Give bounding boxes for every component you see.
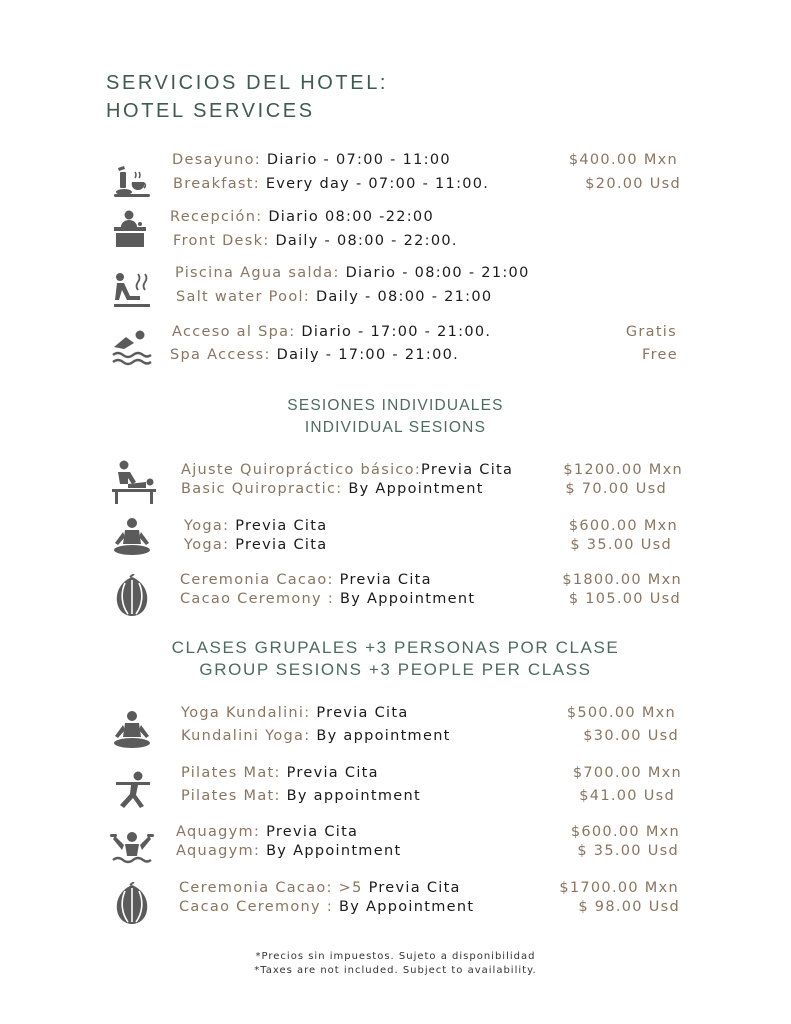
aquagym-en-label: Aquagym: — [176, 843, 261, 859]
aquagym-en-value: By Appointment — [266, 843, 402, 859]
pilates-icon — [110, 770, 154, 814]
cacao-icon — [110, 882, 154, 926]
cacao-group-price-usd: $ 98.00 Usd — [578, 899, 680, 915]
chiropractic-es-label: Ajuste Quiropráctico básico: — [181, 462, 422, 478]
pilates-en-value: By appointment — [286, 788, 421, 804]
aquagym-price-usd: $ 35.00 Usd — [577, 843, 679, 859]
pool-en-label: Salt water Pool: — [176, 289, 311, 305]
pilates-en-label: Pilates Mat: — [181, 788, 281, 804]
spa-es-value: Diario - 17:00 - 21:00. — [301, 324, 492, 340]
breakfast-es-value: Diario - 07:00 - 11:00 — [266, 152, 451, 168]
spa-price-es: Gratis — [625, 324, 677, 340]
chiropractic-en-value: By Appointment — [348, 481, 484, 497]
cacao-en-value: By Appointment — [339, 591, 476, 607]
pilates-price-mxn: $700.00 Mxn — [572, 765, 682, 781]
breakfast-es-label: Desayuno: — [172, 152, 261, 168]
cacao-icon — [110, 574, 154, 618]
cacao-group-price-mxn: $1700.00 Mxn — [559, 880, 679, 896]
kundalini-price-usd: $30.00 Usd — [583, 728, 679, 744]
spa-en-value: Daily - 17:00 - 21:00. — [276, 347, 460, 363]
spa-es-label: Acceso al Spa: — [172, 324, 296, 340]
pool-icon — [110, 268, 154, 312]
reception-es-value: Diario 08:00 -22:00 — [268, 209, 434, 225]
reception-en-label: Front Desk: — [173, 233, 270, 249]
swim-icon — [110, 325, 154, 369]
aquagym-icon — [110, 828, 154, 872]
chiropractic-en-label: Basic Quiropractic: — [181, 481, 343, 497]
group-title-es: CLASES GRUPALES +3 PERSONAS POR CLASE — [171, 638, 620, 657]
cacao-es-label: Ceremonia Cacao: — [180, 572, 334, 588]
individual-title-es: SESIONES INDIVIDUALES — [287, 397, 504, 414]
yoga-en-value: Previa Cita — [235, 537, 328, 553]
chiropractic-price-mxn: $1200.00 Mxn — [563, 462, 683, 478]
kundalini-en-value: By appointment — [316, 728, 451, 744]
yoga-es-value: Previa Cita — [235, 518, 328, 534]
kundalini-es-label: Yoga Kundalini: — [181, 705, 311, 721]
cacao-group-en-value: By Appointment — [338, 899, 475, 915]
reception-icon — [108, 207, 152, 251]
cacao-en-label: Cacao Ceremony : — [180, 591, 335, 607]
cacao-es-value: Previa Cita — [339, 572, 432, 588]
cacao-group-es-label: Ceremonia Cacao: >5 — [179, 880, 363, 896]
aquagym-es-value: Previa Cita — [266, 824, 359, 840]
pilates-price-usd: $41.00 Usd — [579, 788, 675, 804]
yoga-price-mxn: $600.00 Mxn — [568, 518, 678, 534]
cacao-price-usd: $ 105.00 Usd — [568, 591, 681, 607]
breakfast-price-mxn: $400.00 Mxn — [568, 152, 678, 168]
pilates-es-value: Previa Cita — [286, 765, 379, 781]
page-title-en: HOTEL SERVICES — [106, 100, 315, 122]
individual-title-en: INDIVIDUAL SESIONS — [304, 419, 487, 436]
group-title-en: GROUP SESIONS +3 PEOPLE PER CLASS — [199, 660, 592, 679]
yoga-icon — [110, 517, 154, 561]
reception-es-label: Recepción: — [170, 209, 263, 225]
reception-en-value: Daily - 08:00 - 22:00. — [275, 233, 458, 249]
spa-en-label: Spa Access: — [170, 347, 271, 363]
aquagym-es-label: Aquagym: — [176, 824, 261, 840]
footer-note-en: *Taxes are not included. Subject to availability. — [254, 965, 537, 976]
yoga-price-usd: $ 35.00 Usd — [570, 537, 672, 553]
breakfast-en-value: Every day - 07:00 - 11:00. — [265, 176, 490, 192]
pool-es-label: Piscina Agua salda: — [175, 265, 340, 281]
cacao-price-mxn: $1800.00 Mxn — [562, 572, 682, 588]
footer-note-es: *Precios sin impuestos. Sujeto a disponibilidad — [255, 951, 536, 962]
breakfast-en-label: Breakfast: — [173, 176, 260, 192]
cacao-group-en-label: Cacao Ceremony : — [179, 899, 334, 915]
spa-price-en: Free — [642, 347, 678, 363]
chiropractic-price-usd: $ 70.00 Usd — [565, 481, 667, 497]
kundalini-price-mxn: $500.00 Mxn — [566, 705, 676, 721]
pool-es-value: Diario - 08:00 - 21:00 — [345, 265, 530, 281]
aquagym-price-mxn: $600.00 Mxn — [570, 824, 680, 840]
breakfast-icon — [110, 160, 154, 204]
pool-en-value: Daily - 08:00 - 21:00 — [315, 289, 493, 305]
page-title-es: SERVICIOS DEL HOTEL: — [106, 72, 389, 94]
breakfast-price-usd: $20.00 Usd — [585, 176, 681, 192]
pilates-es-label: Pilates Mat: — [181, 765, 281, 781]
massage-icon — [110, 460, 158, 506]
yoga-es-label: Yoga: — [184, 518, 230, 534]
cacao-group-es-value: Previa Cita — [368, 880, 461, 896]
yoga-icon — [110, 710, 154, 754]
chiropractic-es-value: Previa Cita — [421, 462, 514, 478]
yoga-en-label: Yoga: — [184, 537, 230, 553]
kundalini-en-label: Kundalini Yoga: — [181, 728, 311, 744]
kundalini-es-value: Previa Cita — [316, 705, 409, 721]
